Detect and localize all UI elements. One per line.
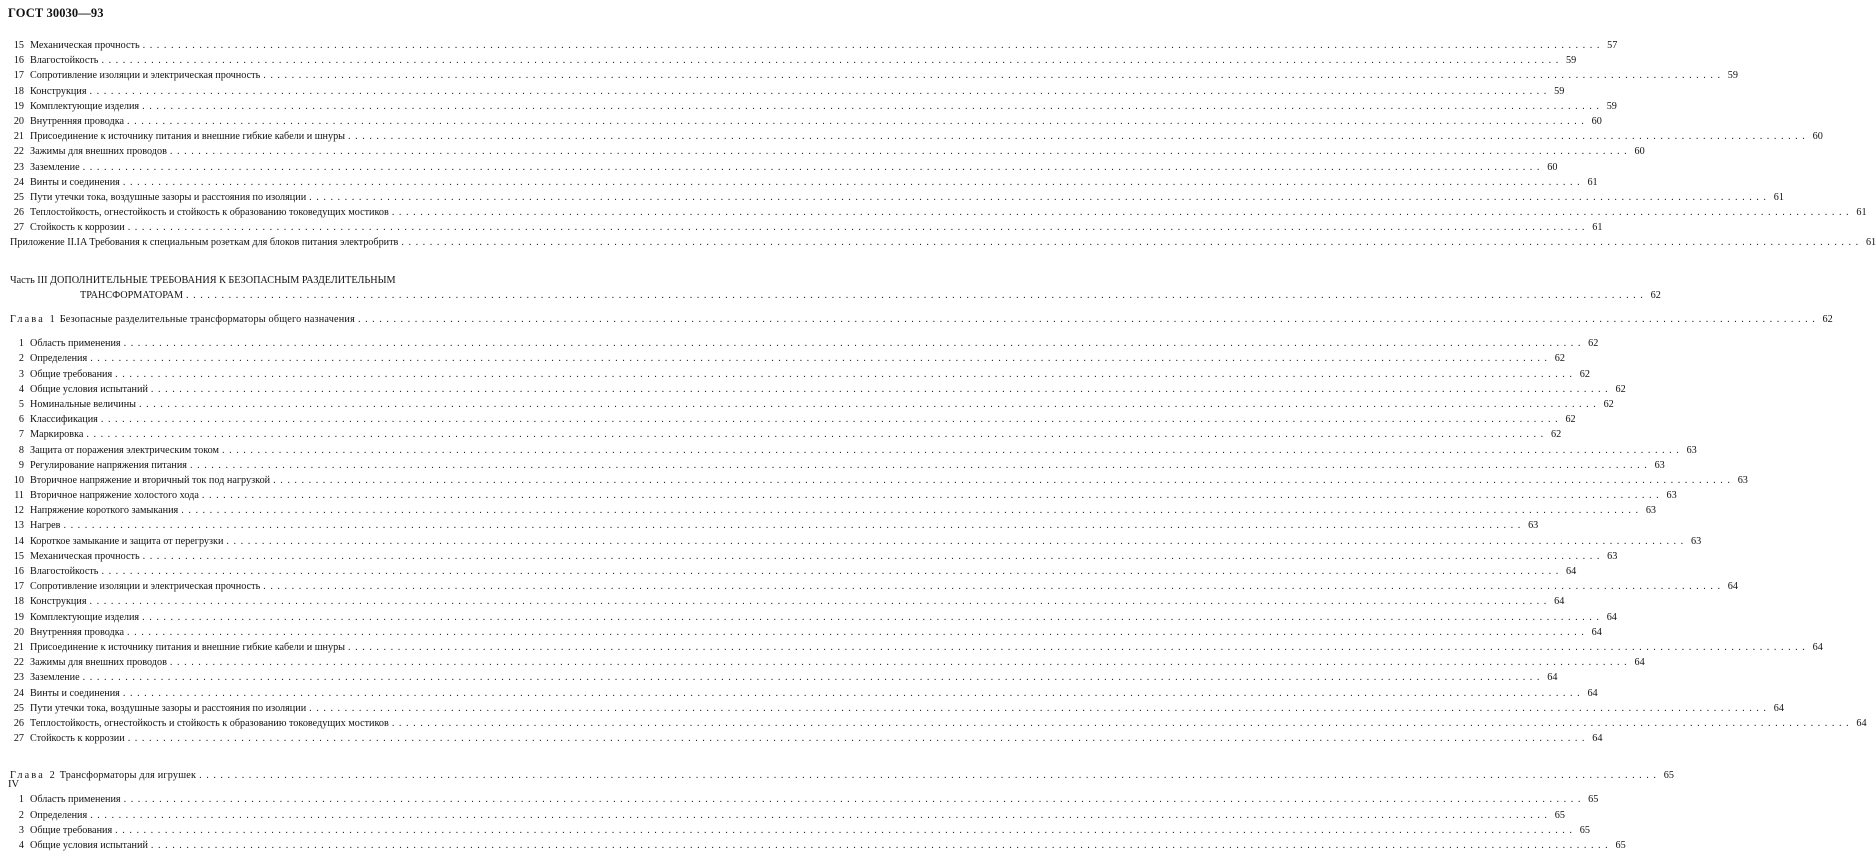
entry-page-number: 63 <box>1737 474 1748 486</box>
leader-dots <box>222 443 1680 458</box>
entry-page-number: 63 <box>1607 550 1618 562</box>
toc-entry[interactable] <box>10 68 1738 83</box>
entry-title: Номинальные величины <box>30 398 136 410</box>
toc-entry[interactable] <box>10 838 1626 853</box>
entry-number: 11 <box>14 490 24 502</box>
toc-entry[interactable] <box>10 792 1599 807</box>
entry-title: Винты и соединения <box>30 176 120 188</box>
entry-page-number: 62 <box>1588 338 1599 350</box>
entry-title: Комплектующие изделия <box>30 100 140 112</box>
entry-page-number: 65 <box>1615 840 1626 852</box>
entry-page-number: 64 <box>1812 641 1823 653</box>
entry-number: 18 <box>13 596 24 608</box>
leader-dots <box>151 838 1609 853</box>
toc-section-b <box>10 336 1867 746</box>
entry-title: Стойкость к коррозии <box>30 733 125 745</box>
entry-number: 12 <box>13 505 24 517</box>
entry-title: Присоединение к источнику питания и внешние гибкие кабели и шнуры <box>30 641 346 653</box>
entry-page-number: 64 <box>1547 672 1558 684</box>
leader-dots <box>128 220 1586 235</box>
entry-number: 20 <box>13 115 24 127</box>
toc-entry[interactable] <box>10 686 1598 701</box>
toc-entry[interactable] <box>10 99 1617 114</box>
entry-title: Область применения <box>30 794 121 806</box>
toc-entry[interactable] <box>10 38 1618 53</box>
appendix-label: Приложение II.IA <box>10 237 87 249</box>
entry-page-number: 64 <box>1773 702 1784 714</box>
entry-number: 2 <box>18 353 24 365</box>
leader-dots <box>90 351 1548 366</box>
leader-dots <box>348 129 1806 144</box>
entry-number: 5 <box>18 398 24 410</box>
entry-number: 26 <box>13 717 24 729</box>
entry-number: 19 <box>13 100 24 112</box>
toc-entry[interactable] <box>10 473 1748 488</box>
leader-dots <box>139 397 1597 412</box>
entry-page-number: 64 <box>1592 733 1603 745</box>
toc-entry[interactable] <box>10 625 1602 640</box>
entry-number: 14 <box>13 535 24 547</box>
entry-page-number: 64 <box>1856 717 1867 729</box>
entry-number: 24 <box>13 687 24 699</box>
leader-dots <box>170 144 1628 159</box>
entry-title: Классификация <box>30 414 98 426</box>
entry-title: Конструкция <box>30 85 87 97</box>
entry-number: 3 <box>18 824 24 836</box>
leader-dots <box>142 99 1600 114</box>
toc-entry[interactable] <box>10 412 1576 427</box>
leader-dots <box>124 792 1582 807</box>
entry-page-number: 59 <box>1554 85 1565 97</box>
entry-number: 7 <box>18 429 24 441</box>
toc-chapter-1-entry[interactable] <box>10 312 1833 327</box>
toc-entry[interactable] <box>10 458 1665 473</box>
toc-entry[interactable] <box>10 53 1577 68</box>
entry-title: Влагостойкость <box>30 566 99 578</box>
toc-entry[interactable] <box>10 382 1626 397</box>
toc-entry[interactable] <box>10 579 1738 594</box>
leader-dots <box>151 382 1609 397</box>
document-header: ГОСТ 30030—93 <box>8 6 104 20</box>
leader-dots <box>190 458 1648 473</box>
entry-number: 6 <box>18 414 24 426</box>
entry-number: 2 <box>18 809 24 821</box>
toc-section-c <box>10 792 1626 853</box>
toc-entry[interactable] <box>10 640 1823 655</box>
entry-page-number: 59 <box>1727 70 1738 82</box>
leader-dots <box>186 288 1644 303</box>
leader-dots <box>181 503 1639 518</box>
entry-title: Теплостойкость, огнестойкость и стойкость к образованию токоведущих мостиков <box>30 717 389 729</box>
appendix-page-number: 61 <box>1865 237 1876 249</box>
leader-dots <box>392 205 1850 220</box>
entry-page-number: 64 <box>1634 657 1645 669</box>
entry-number: 20 <box>13 626 24 638</box>
entry-title: Общие условия испытаний <box>30 383 148 395</box>
entry-number: 25 <box>13 702 24 714</box>
toc-entry[interactable] <box>10 594 1565 609</box>
entry-title: Вторичное напряжение холостого хода <box>30 490 199 502</box>
leader-dots <box>392 716 1850 731</box>
leader-dots <box>90 808 1548 823</box>
entry-page-number: 60 <box>1591 115 1602 127</box>
leader-dots <box>142 610 1600 625</box>
entry-page-number: 65 <box>1588 794 1599 806</box>
chapter-1-title: Безопасные разделительные трансформаторы общего назначения <box>59 314 355 326</box>
entry-title: Защита от поражения электрическим током <box>30 444 219 456</box>
entry-number: 3 <box>18 368 24 380</box>
leader-dots <box>143 38 1601 53</box>
toc-entry[interactable] <box>10 808 1565 823</box>
entry-title: Зажимы для внешних проводов <box>30 146 167 158</box>
entry-title: Стойкость к коррозии <box>30 222 125 234</box>
entry-title: Влагостойкость <box>30 55 99 67</box>
toc-entry[interactable] <box>10 175 1598 190</box>
toc-entry[interactable] <box>10 367 1590 382</box>
entry-title: Внутренняя проводка <box>30 626 125 638</box>
entry-number: 21 <box>13 641 24 653</box>
toc-entry[interactable] <box>10 610 1617 625</box>
entry-title: Общие требования <box>30 824 113 836</box>
entry-title: Винты и соединения <box>30 687 120 699</box>
toc-entry[interactable] <box>10 655 1645 670</box>
entry-number: 16 <box>13 55 24 67</box>
entry-number: 22 <box>13 657 24 669</box>
entry-title: Заземление <box>30 161 80 173</box>
chapter-2-page-number: 65 <box>1663 770 1674 782</box>
entry-title: Вторичное напряжение и вторичный ток под нагрузкой <box>30 474 271 486</box>
entry-page-number: 63 <box>1654 459 1665 471</box>
entry-title: Механическая прочность <box>30 550 140 562</box>
entry-title: Зажимы для внешних проводов <box>30 657 167 669</box>
toc-section-a <box>10 38 1867 235</box>
entry-number: 17 <box>13 70 24 82</box>
entry-number: 8 <box>18 444 24 456</box>
entry-page-number: 60 <box>1812 131 1823 143</box>
entry-number: 13 <box>13 520 24 532</box>
toc-entry[interactable] <box>10 144 1645 159</box>
toc-entry[interactable] <box>10 701 1784 716</box>
leader-dots <box>123 175 1581 190</box>
toc-entry[interactable] <box>10 488 1677 503</box>
entry-number: 24 <box>13 176 24 188</box>
leader-dots <box>115 367 1573 382</box>
chapter-1-label: Глава 1 <box>10 314 57 326</box>
entry-page-number: 61 <box>1587 176 1598 188</box>
entry-page-number: 62 <box>1565 414 1576 426</box>
leader-dots <box>83 670 1541 685</box>
leader-dots <box>348 640 1806 655</box>
entry-page-number: 60 <box>1547 161 1558 173</box>
entry-title: Общие условия испытаний <box>30 840 148 852</box>
entry-page-number: 62 <box>1554 353 1565 365</box>
part-3-title-line1: Часть III ДОПОЛНИТЕЛЬНЫЕ ТРЕБОВАНИЯ К БЕЗОПАСНЫМ РАЗДЕЛИТЕЛЬНЫМ <box>10 274 396 286</box>
leader-dots <box>401 235 1859 250</box>
toc-entry[interactable] <box>10 716 1867 731</box>
entry-page-number: 65 <box>1554 809 1565 821</box>
leader-dots <box>226 534 1684 549</box>
entry-number: 25 <box>13 191 24 203</box>
entry-number: 1 <box>18 338 24 350</box>
table-of-contents <box>10 38 1876 853</box>
toc-entry[interactable] <box>10 397 1614 412</box>
toc-entry[interactable] <box>10 351 1565 366</box>
entry-number: 22 <box>13 146 24 158</box>
leader-dots <box>86 427 1544 442</box>
chapter-1-page-number: 62 <box>1822 314 1833 326</box>
leader-dots <box>128 731 1586 746</box>
part-3-page-number: 62 <box>1650 289 1661 301</box>
leader-dots <box>127 114 1585 129</box>
entry-page-number: 64 <box>1587 687 1598 699</box>
toc-entry[interactable] <box>10 427 1562 442</box>
entry-title: Сопротивление изоляции и электрическая прочность <box>30 70 261 82</box>
entry-title: Напряжение короткого замыкания <box>30 505 179 517</box>
chapter-2-title: Трансформаторы для игрушек <box>59 770 197 782</box>
toc-entry[interactable] <box>10 731 1603 746</box>
entry-number: 27 <box>13 222 24 234</box>
entry-title: Присоединение к источнику питания и внешние гибкие кабели и шнуры <box>30 131 346 143</box>
entry-page-number: 61 <box>1592 222 1603 234</box>
toc-entry[interactable] <box>10 443 1697 458</box>
entry-number: 9 <box>18 459 24 471</box>
toc-entry[interactable] <box>10 518 1539 533</box>
entry-page-number: 61 <box>1856 207 1867 219</box>
leader-dots <box>273 473 1731 488</box>
toc-entry[interactable] <box>10 129 1823 144</box>
entry-page-number: 59 <box>1566 55 1577 67</box>
leader-dots <box>101 53 1559 68</box>
entry-page-number: 63 <box>1666 490 1677 502</box>
leader-dots <box>124 336 1582 351</box>
toc-entry[interactable] <box>10 549 1618 564</box>
leader-dots <box>199 768 1657 783</box>
entry-page-number: 65 <box>1579 824 1590 836</box>
entry-page-number: 60 <box>1634 146 1645 158</box>
toc-entry[interactable] <box>10 190 1784 205</box>
leader-dots <box>170 655 1628 670</box>
appendix-title: Требования к специальным розеткам для блоков питания электробритв <box>89 237 399 249</box>
leader-dots <box>358 312 1816 327</box>
leader-dots <box>127 625 1585 640</box>
entry-page-number: 57 <box>1607 40 1618 51</box>
entry-page-number: 59 <box>1606 100 1617 112</box>
toc-entry[interactable] <box>10 503 1657 518</box>
leader-dots <box>63 518 1521 533</box>
leader-dots <box>202 488 1660 503</box>
entry-page-number: 62 <box>1579 368 1590 380</box>
leader-dots <box>263 579 1721 594</box>
entry-page-number: 61 <box>1773 191 1784 203</box>
leader-dots <box>83 160 1541 175</box>
toc-entry[interactable] <box>10 670 1558 685</box>
toc-appendix-entry[interactable] <box>10 235 1876 250</box>
entry-number: 23 <box>13 161 24 173</box>
entry-page-number: 62 <box>1615 383 1626 395</box>
entry-page-number: 63 <box>1528 520 1539 532</box>
entry-title: Теплостойкость, огнестойкость и стойкость к образованию токоведущих мостиков <box>30 207 389 219</box>
leader-dots <box>115 823 1573 838</box>
entry-title: Пути утечки тока, воздушные зазоры и расстояния по изоляции <box>30 191 307 203</box>
entry-page-number: 64 <box>1727 581 1738 593</box>
entry-title: Область применения <box>30 338 121 350</box>
toc-entry[interactable] <box>10 336 1599 351</box>
entry-number: 4 <box>18 383 24 395</box>
entry-page-number: 62 <box>1550 429 1562 441</box>
entry-title: Механическая прочность <box>30 40 140 51</box>
entry-page-number: 64 <box>1591 626 1602 638</box>
entry-page-number: 63 <box>1691 535 1702 547</box>
entry-title: Сопротивление изоляции и электрическая прочность <box>30 581 261 593</box>
leader-dots <box>101 564 1559 579</box>
entry-title: Комплектующие изделия <box>30 611 140 623</box>
leader-dots <box>143 549 1601 564</box>
entry-number: 21 <box>13 131 24 143</box>
entry-page-number: 63 <box>1686 444 1697 456</box>
entry-title: Нагрев <box>30 520 61 532</box>
entry-number: 18 <box>13 85 24 97</box>
leader-dots <box>90 84 1548 99</box>
entry-title: Заземление <box>30 672 80 684</box>
entry-number: 10 <box>13 474 24 486</box>
entry-number: 4 <box>18 840 24 852</box>
entry-title: Внутренняя проводка <box>30 115 125 127</box>
toc-entry[interactable] <box>10 823 1590 838</box>
entry-title: Конструкция <box>30 596 87 608</box>
leader-dots <box>90 594 1548 609</box>
toc-entry[interactable] <box>10 564 1577 579</box>
entry-title: Определения <box>30 353 88 365</box>
entry-number: 16 <box>13 566 24 578</box>
toc-entry[interactable] <box>10 84 1565 99</box>
toc-entry[interactable] <box>10 534 1702 549</box>
entry-title: Общие требования <box>30 368 113 380</box>
entry-page-number: 64 <box>1606 611 1617 623</box>
entry-page-number: 64 <box>1554 596 1565 608</box>
toc-entry[interactable] <box>10 205 1867 220</box>
entry-number: 15 <box>13 550 24 562</box>
part-3-title-line2: ТРАНСФОРМАТОРАМ <box>80 289 184 301</box>
entry-title: Определения <box>30 809 88 821</box>
entry-page-number: 64 <box>1566 566 1577 578</box>
leader-dots <box>263 68 1721 83</box>
entry-title: Короткое замыкание и защита от перегрузки <box>30 535 224 547</box>
toc-chapter-2-entry[interactable] <box>10 768 1674 783</box>
toc-part-3-entry[interactable] <box>10 273 1661 303</box>
toc-entry[interactable] <box>10 160 1558 175</box>
leader-dots <box>123 686 1581 701</box>
leader-dots <box>309 701 1767 716</box>
leader-dots <box>101 412 1559 427</box>
leader-dots <box>309 190 1767 205</box>
entry-number: 1 <box>18 794 24 806</box>
entry-number: 15 <box>13 40 24 51</box>
entry-page-number: 63 <box>1645 505 1657 517</box>
entry-number: 27 <box>13 733 24 745</box>
entry-title: Пути утечки тока, воздушные зазоры и расстояния по изоляции <box>30 702 307 714</box>
toc-entry[interactable] <box>10 114 1602 129</box>
entry-title: Регулирование напряжения питания <box>30 459 187 471</box>
entry-number: 26 <box>13 207 24 219</box>
entry-title: Маркировка <box>30 429 84 441</box>
entry-number: 19 <box>13 611 24 623</box>
chapter-2-label: Глава 2 <box>10 770 57 782</box>
entry-page-number: 62 <box>1603 398 1614 410</box>
toc-entry[interactable] <box>10 220 1603 235</box>
page-number-footer: IV <box>8 779 20 790</box>
entry-number: 23 <box>13 672 24 684</box>
entry-number: 17 <box>13 581 24 593</box>
